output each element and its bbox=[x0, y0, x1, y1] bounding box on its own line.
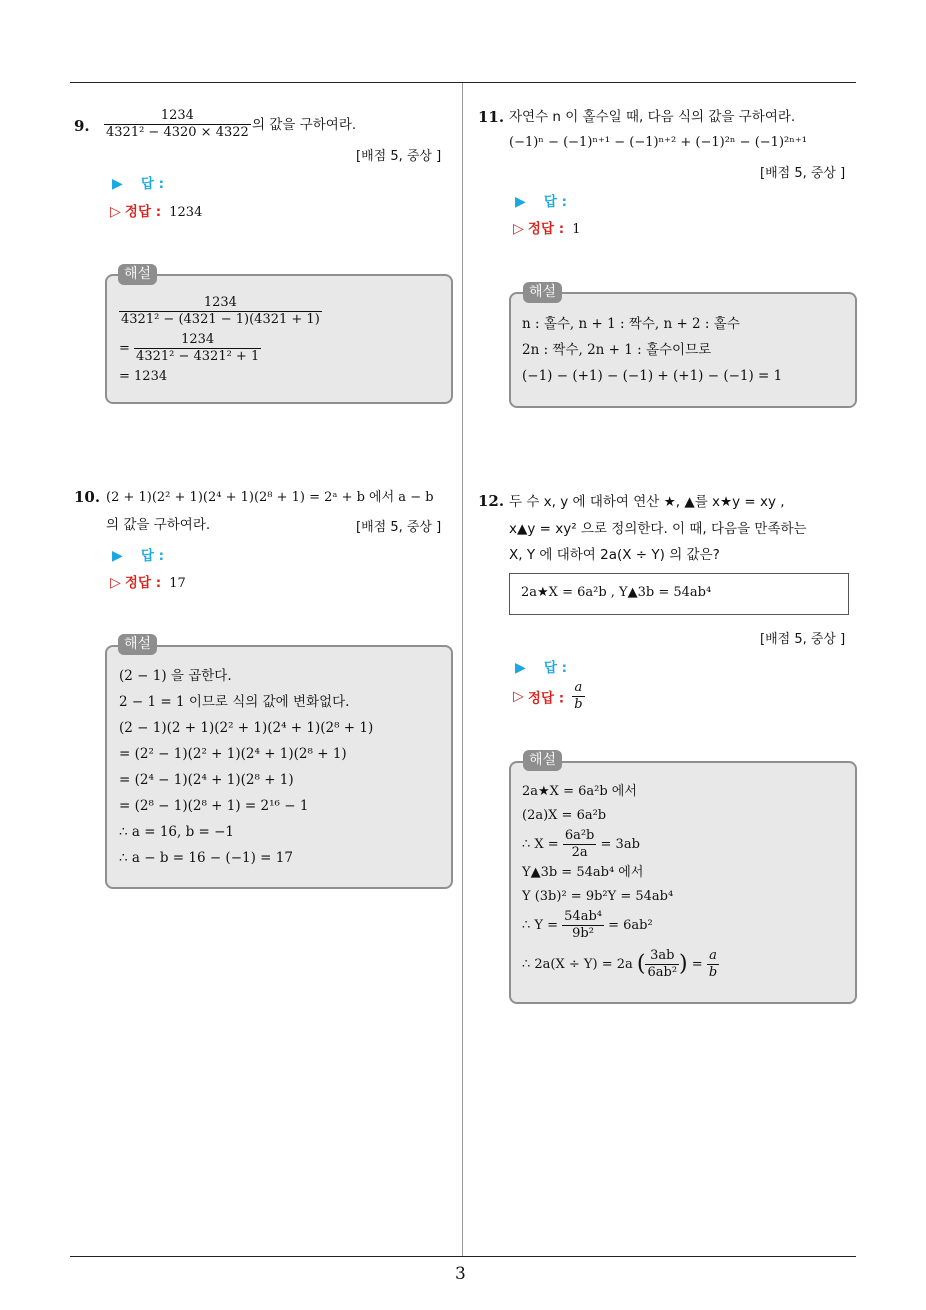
solution-line: n : 홀수, n + 1 : 짝수, n + 2 : 홀수 bbox=[522, 316, 740, 332]
q9-frac-den: 4321² − 4320 × 4322 bbox=[106, 125, 249, 140]
q10-number: 10. bbox=[74, 488, 101, 506]
q10-solution-lines bbox=[119, 663, 373, 871]
q12-solution-lines bbox=[522, 780, 719, 981]
q12-solution-tag: 해설 bbox=[523, 750, 562, 771]
q11-line2: (−1)ⁿ − (−1)ⁿ⁺¹ − (−1)ⁿ⁺² + (−1)²ⁿ − (−1)²ⁿ⁺¹ bbox=[509, 135, 807, 150]
page-number: 3 bbox=[455, 1264, 466, 1284]
q9-correct-label: 정답 : bbox=[124, 204, 162, 220]
q12-meta: [배점 5, 중상 ] bbox=[760, 632, 846, 647]
solution-line: = (2² − 1)(2² + 1)(2⁴ + 1)(2⁸ + 1) bbox=[119, 746, 347, 762]
q9-solution-step3: = 1234 bbox=[119, 369, 168, 384]
solution-line: (−1) − (+1) − (−1) + (+1) − (−1) = 1 bbox=[522, 368, 783, 384]
q12-correct-label: 정답 : bbox=[527, 690, 565, 707]
q10-answer-label: 답 : bbox=[140, 548, 165, 564]
solution-line: ∴ a = 16, b = −1 bbox=[119, 824, 235, 840]
solution-line: ∴ a − b = 16 − (−1) = 17 bbox=[119, 850, 293, 866]
triangle-outline-icon: ▷ bbox=[110, 575, 121, 591]
q12-answer-label: 답 : bbox=[543, 660, 568, 676]
q9-correct-row bbox=[110, 200, 202, 220]
solution-line: Y▲3b = 54ab⁴ 에서 bbox=[522, 865, 644, 880]
solution-line: = (2⁸ − 1)(2⁸ + 1) = 2¹⁶ − 1 bbox=[119, 798, 309, 814]
q9-answer-label: 답 : bbox=[140, 176, 165, 192]
play-icon: ▶ bbox=[515, 194, 526, 210]
q11-correct-label: 정답 : bbox=[527, 221, 565, 237]
q10-line1: (2 + 1)(2² + 1)(2⁴ + 1)(2⁸ + 1) = 2ᵃ + b 에서 a − b bbox=[106, 490, 434, 505]
solution-line: 2 − 1 = 1 이므로 식의 값에 변화없다. bbox=[119, 694, 350, 710]
play-icon: ▶ bbox=[112, 548, 123, 564]
q12-line1: 두 수 x, y 에 대하여 연산 ★, ▲를 x★y = xy , bbox=[509, 494, 785, 510]
q11-number: 11. bbox=[478, 108, 505, 126]
q12-line2: x▲y = xy² 으로 정의한다. 이 때, 다음을 만족하는 bbox=[509, 521, 807, 537]
q9-frac-num: 1234 bbox=[104, 108, 251, 125]
solution-line: 2n : 짝수, 2n + 1 : 홀수이므로 bbox=[522, 342, 712, 358]
solution-line: ∴ 2a(X ÷ Y) = 2a ( $\frac{3ab}{\text{6ab²}}$ ) = $\frac{a}{b}$ bbox=[522, 948, 718, 980]
column-divider bbox=[462, 83, 463, 1257]
q9-question-text: 의 값을 구하여라. bbox=[252, 117, 357, 133]
q11-answer-label: 답 : bbox=[543, 194, 568, 210]
solution-line: = (2⁴ − 1)(2⁴ + 1)(2⁸ + 1) bbox=[119, 772, 294, 788]
q12-answer-row bbox=[515, 656, 567, 676]
bottom-rule bbox=[70, 1256, 856, 1257]
q11-line1: 자연수 n 이 홀수일 때, 다음 식의 값을 구하여라. bbox=[509, 109, 796, 125]
q10-correct-row bbox=[110, 571, 186, 591]
q9-number: 9. bbox=[74, 117, 90, 135]
q12-line3: X, Y 에 대하여 2a(X ÷ Y) 의 값은? bbox=[509, 547, 720, 563]
triangle-outline-icon: ▷ bbox=[110, 204, 121, 220]
q12-number: 12. bbox=[478, 492, 505, 510]
q12-given: 2a★X = 6a²b , Y▲3b = 54ab⁴ bbox=[521, 585, 712, 600]
play-icon: ▶ bbox=[515, 660, 526, 676]
q11-correct-value: 1 bbox=[572, 222, 581, 237]
triangle-outline-icon: ▷ bbox=[513, 688, 524, 705]
q9-meta: [배점 5, 중상 ] bbox=[356, 149, 442, 164]
solution-line: (2 − 1) 을 곱한다. bbox=[119, 668, 232, 684]
q9-solution-step1: $\frac{1234}{\text{4321² − (4321 − 1)(4321 + 1)}}$ bbox=[121, 295, 320, 327]
solution-line: 2a★X = 6a²b 에서 bbox=[522, 784, 637, 799]
q11-answer-row bbox=[515, 190, 567, 210]
play-icon: ▶ bbox=[112, 176, 123, 192]
q9-correct-value: 1234 bbox=[169, 205, 203, 220]
solution-line: Y (3b)² = 9b²Y = 54ab⁴ bbox=[522, 889, 674, 904]
q12-correct-row bbox=[513, 680, 585, 713]
q9-solution-tag: 해설 bbox=[118, 264, 157, 285]
q11-solution-tag: 해설 bbox=[523, 282, 562, 303]
q10-answer-row bbox=[112, 544, 164, 564]
solution-line: ∴ Y = $\frac{\text{54ab⁴}}{\text{9b²}}$ = 6ab² bbox=[522, 909, 653, 941]
solution-line: ∴ X = $\frac{\text{6a²b}}{2a}$ = 3ab bbox=[522, 828, 640, 860]
q10-line2: 의 값을 구하여라. bbox=[106, 517, 211, 533]
q11-correct-row bbox=[513, 217, 581, 237]
q9-answer-row bbox=[112, 172, 164, 192]
q9-solution-step2: = $\frac{1234}{\text{4321² − 4321² + 1}}$ bbox=[119, 332, 260, 364]
q10-correct-label: 정답 : bbox=[124, 575, 162, 591]
q10-solution-tag: 해설 bbox=[118, 634, 157, 655]
q10-correct-value: 17 bbox=[169, 576, 186, 591]
solution-line: (2a)X = 6a²b bbox=[522, 808, 607, 823]
q11-meta: [배점 5, 중상 ] bbox=[760, 166, 846, 181]
top-rule bbox=[70, 82, 856, 83]
q9-fraction bbox=[104, 108, 251, 141]
solution-line: (2 − 1)(2 + 1)(2² + 1)(2⁴ + 1)(2⁸ + 1) bbox=[119, 720, 374, 736]
q12-correct-fraction: $\frac{a}{b}$ bbox=[574, 680, 583, 712]
q11-solution-lines bbox=[522, 311, 782, 389]
triangle-outline-icon: ▷ bbox=[513, 221, 524, 237]
q10-meta: [배점 5, 중상 ] bbox=[356, 520, 442, 535]
